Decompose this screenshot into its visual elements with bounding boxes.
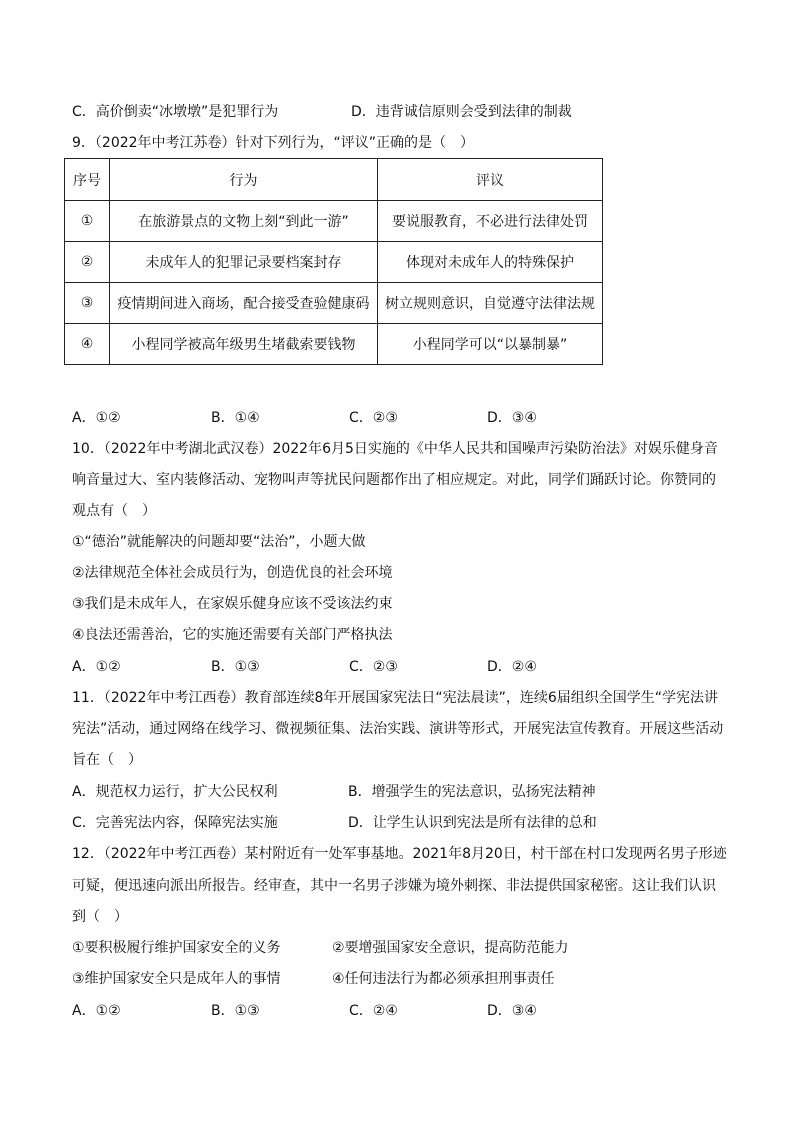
q11-option-c: C．完善宪法内容，保障宪法实施 <box>72 815 278 831</box>
q11-stem-line-2: 宪法”活动，通过网络在线学习、微视频征集、法治实践、演讲等形式，开展宪法宣传教育。开展这些活动 <box>72 721 724 737</box>
q10-stem-line-2: 响音量过大、室内装修活动、宠物叫声等扰民问题都作出了相应规定。对此，同学们踊跃讨论。你赞同的 <box>72 472 716 488</box>
q11-options-row-2 <box>72 813 597 833</box>
q9-options <box>72 408 537 428</box>
q12-item-4: ④任何违法行为都必须承担刑事责任 <box>332 971 555 987</box>
q10-stem-line-1: 10．（2022年中考湖北武汉卷）2022年6月5日实施的《中华人民共和国噪声污染防治法》对娱乐健身音 <box>72 441 718 457</box>
q11-option-d: D．让学生认识到宪法是所有法律的总和 <box>348 815 597 831</box>
q10-item-1: ①“德治”就能解决的问题却要“法治”，小题大做 <box>72 534 366 550</box>
table-row <box>65 201 603 242</box>
q12-option-c: C．②④ <box>349 1003 398 1019</box>
cell-behavior: 疫情期间进入商场，配合接受查验健康码 <box>110 283 378 324</box>
q9-option-a: A．①② <box>72 410 121 426</box>
q12-options <box>72 1001 537 1021</box>
col-header-behavior: 行为 <box>110 159 378 201</box>
q12-option-a: A．①② <box>72 1003 121 1019</box>
q10-option-b: B．①③ <box>211 659 260 675</box>
cell-comment: 体现对未成年人的特殊保护 <box>378 242 603 283</box>
table-row <box>65 283 603 324</box>
cell-index: ② <box>65 242 110 283</box>
q8-option-c: C．高价倒卖“冰墩墩”是犯罪行为 <box>72 104 279 120</box>
q9-option-c: C．②③ <box>349 410 398 426</box>
cell-index: ③ <box>65 283 110 324</box>
q12-stem-line-1: 12．（2022年中考江西卷）某村附近有一处军事基地。2021年8月20日，村干部在村口发现两名男子形迹 <box>72 846 727 862</box>
q10-item-2: ②法律规范全体社会成员行为，创造优良的社会环境 <box>72 565 393 581</box>
table-header-row <box>65 159 603 201</box>
q10-item-4: ④良法还需善治，它的实施还需要有关部门严格执法 <box>72 627 393 643</box>
q12-option-d: D．③④ <box>487 1003 537 1019</box>
cell-comment: 小程同学可以“以暴制暴” <box>378 324 603 365</box>
q10-option-a: A．①② <box>72 659 121 675</box>
q9-option-b: B．①④ <box>211 410 260 426</box>
q11-option-a: A．规范权力运行，扩大公民权利 <box>72 784 278 800</box>
q12-item-3: ③维护国家安全只是成年人的事情 <box>72 971 281 987</box>
cell-behavior: 未成年人的犯罪记录要档案封存 <box>110 242 378 283</box>
q10-stem-line-3: 观点有（ ） <box>72 503 156 519</box>
q10-item-3: ③我们是未成年人，在家娱乐健身应该不受该法约束 <box>72 596 393 612</box>
q8-options-row <box>72 102 572 122</box>
q12-stem-line-3: 到（ ） <box>72 909 128 925</box>
q10-option-c: C．②③ <box>349 659 398 675</box>
q11-stem-line-3: 旨在（ ） <box>72 752 142 768</box>
col-header-index: 序号 <box>65 159 110 201</box>
q9-stem: 9．（2022年中考江苏卷）针对下列行为，“评议”正确的是（ ） <box>72 135 475 151</box>
cell-comment: 树立规则意识，自觉遵守法律法规 <box>378 283 603 324</box>
q12-option-b: B．①③ <box>211 1003 260 1019</box>
q9-table <box>64 158 603 365</box>
cell-comment: 要说服教育，不必进行法律处罚 <box>378 201 603 242</box>
q11-stem-line-1: 11．（2022年中考江西卷）教育部连续8年开展国家宪法日“宪法晨读”，连续6届组织全国学生“学宪法讲 <box>72 690 719 706</box>
table-row <box>65 242 603 283</box>
q12-stem-line-2: 可疑，便迅速向派出所报告。经审查，其中一名男子涉嫌为境外刺探、非法提供国家秘密。这让我们认识 <box>72 878 716 894</box>
q12-item-1: ①要积极履行维护国家安全的义务 <box>72 940 281 956</box>
q11-options-row-1 <box>72 782 596 802</box>
q11-option-b: B．增强学生的宪法意识，弘扬宪法精神 <box>348 784 596 800</box>
q9-option-d: D．③④ <box>487 410 537 426</box>
cell-behavior: 小程同学被高年级男生堵截索要钱物 <box>110 324 378 365</box>
q10-option-d: D．②④ <box>487 659 537 675</box>
cell-index: ④ <box>65 324 110 365</box>
q10-options <box>72 657 537 677</box>
col-header-comment: 评议 <box>378 159 603 201</box>
q12-items-row-1 <box>72 938 569 958</box>
q12-item-2: ②要增强国家安全意识，提高防范能力 <box>332 940 569 956</box>
cell-index: ① <box>65 201 110 242</box>
cell-behavior: 在旅游景点的文物上刻“到此一游” <box>110 201 378 242</box>
q8-option-d: D．违背诚信原则会受到法律的制裁 <box>351 104 572 120</box>
q12-items-row-2 <box>72 969 555 989</box>
table-row <box>65 324 603 365</box>
